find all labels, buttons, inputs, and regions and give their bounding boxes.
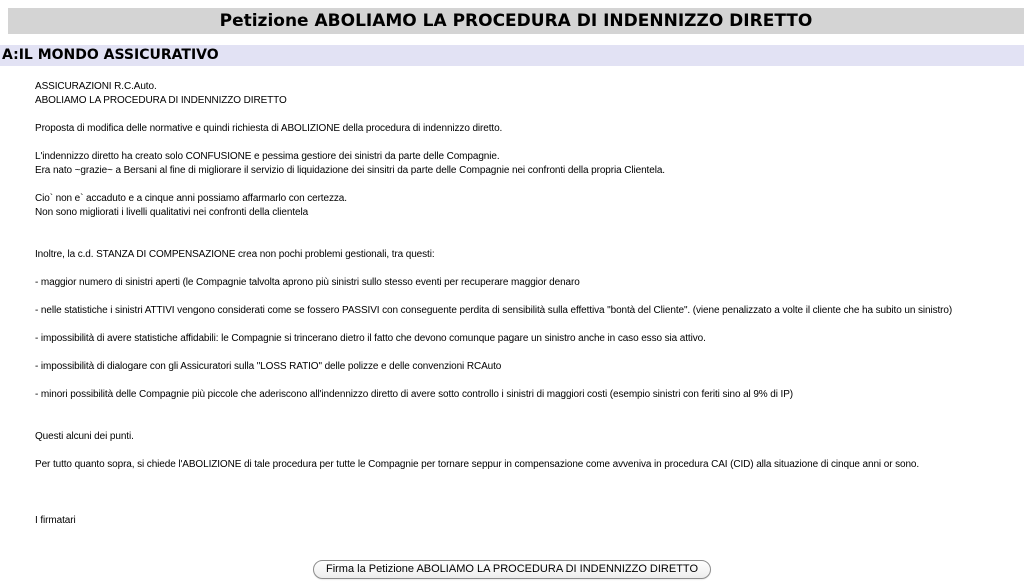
body-line: [35, 486, 1020, 500]
body-line: [35, 262, 1020, 276]
body-line: - impossibilità di avere statistiche affidabili: le Compagnie si trincerano dietro il fatto che devono comunque pagare un sinistro anche in caso esso sia attivo.: [35, 333, 706, 344]
body-line: [35, 290, 1020, 304]
body-line: Era nato ~grazie~ a Bersani al fine di migliorare il servizio di liquidazione dei sinsitri da parte delle Compagnie nei confronti della propria Clientela.: [35, 165, 665, 176]
body-line: [35, 346, 1020, 360]
body-line: [35, 416, 1020, 430]
body-line: Per tutto quanto sopra, si chiede l'ABOLIZIONE di tale procedura per tutte le Compagnie per tornare seppur in compensazione come avveniva in procedura CAI (CID) alla situazione di cinque anni or sono.: [35, 459, 920, 470]
body-line: [35, 178, 1020, 192]
recipient-bar: [0, 45, 1024, 66]
recipient-label: A:IL MONDO ASSICURATIVO: [2, 47, 219, 63]
body-line: [35, 318, 1020, 332]
body-line: [35, 234, 1020, 248]
body-line: Questi alcuni dei punti.: [35, 431, 134, 442]
body-line: - impossibilità di dialogare con gli Assicuratori sulla "LOSS RATIO" delle polizze e delle convenzioni RCAuto: [35, 361, 502, 372]
body-line: Non sono migliorati i livelli qualitativi nei confronti della clientela: [35, 207, 309, 218]
body-line: Inoltre, la c.d. STANZA DI COMPENSAZIONE crea non pochi problemi gestionali, tra questi:: [35, 249, 435, 260]
body-line: I firmatari: [35, 515, 76, 526]
body-line: [35, 220, 1020, 234]
body-line: [35, 444, 1020, 458]
body-line: ASSICURAZIONI R.C.Auto.: [35, 81, 157, 92]
body-line: - maggior numero di sinistri aperti (le Compagnie talvolta aprono più sinistri sullo stesso eventi per recuperare maggior denaro: [35, 277, 580, 288]
body-line: [35, 374, 1020, 388]
body-line: ABOLIAMO LA PROCEDURA DI INDENNIZZO DIRETTO: [35, 95, 287, 106]
sign-petition-button[interactable]: Firma la Petizione ABOLIAMO LA PROCEDURA DI INDENNIZZO DIRETTO: [313, 560, 711, 579]
petition-body-text: [0, 66, 1024, 528]
body-line: - minori possibilità delle Compagnie più piccole che aderiscono all'indennizzo diretto di avere sotto controllo i sinistri di maggiori costi (esempio sinistri con feriti sino al 9% di IP): [35, 389, 794, 400]
body-line: L'indennizzo diretto ha creato solo CONFUSIONE e pessima gestiore dei sinistri da parte delle Compagnie.: [35, 151, 500, 162]
body-line: [35, 500, 1020, 514]
body-line: [35, 136, 1020, 150]
body-line: Proposta di modifica delle normative e quindi richiesta di ABOLIZIONE della procedura di indennizzo diretto.: [35, 123, 503, 134]
footer: [0, 559, 1024, 579]
body-line: Cio` non e` accaduto e a cinque anni possiamo affarmarlo con certezza.: [35, 193, 347, 204]
body-line: [35, 402, 1020, 416]
petition-title: Petizione ABOLIAMO LA PROCEDURA DI INDENNIZZO DIRETTO: [219, 11, 813, 31]
body-line: [35, 472, 1020, 486]
petition-title-bar: [8, 8, 1024, 34]
body-line: [35, 108, 1020, 122]
body-line: - nelle statistiche i sinistri ATTIVI vengono considerati come se fossero PASSIVI con conseguente perdita di sensibilità sulla effettiva "bontà del Cliente". (viene penalizzato a volte il cliente che ha subito un sinistro): [35, 305, 953, 316]
